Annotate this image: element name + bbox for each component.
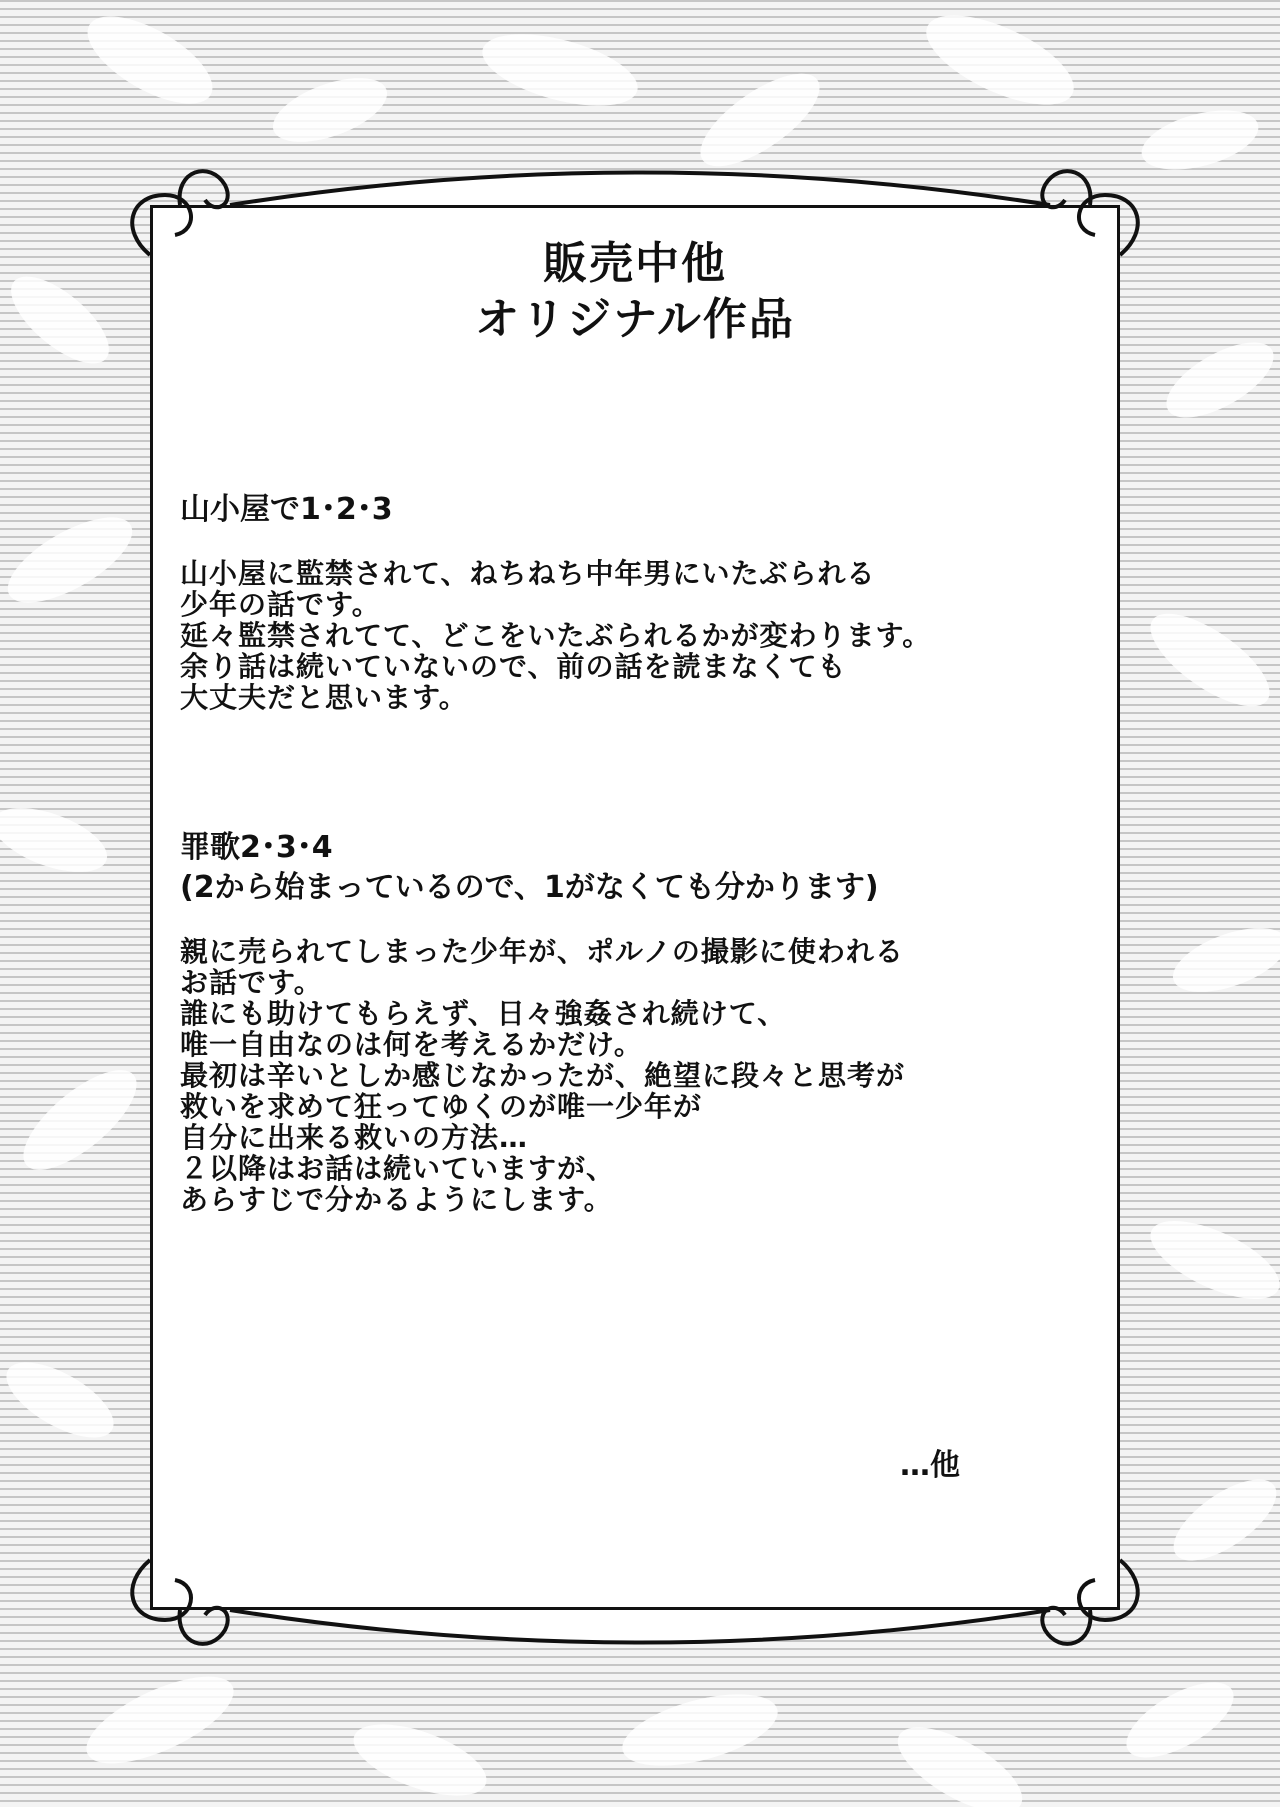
description-line: 誰にも助けてもらえず、日々強姦され続けて、 [180, 997, 787, 1030]
ending-note: …他 [900, 1448, 960, 1483]
description-line: 最初は辛いとしか感じなかったが、絶望に段々と思考が [180, 1059, 906, 1092]
description-line: 救いを求めて狂ってゆくのが唯一少年が [180, 1090, 703, 1123]
description-line: 自分に出来る救いの方法… [180, 1121, 529, 1154]
description-line: お話です。 [180, 966, 323, 999]
description-line: 延々監禁されてて、どこをいたぶられるかが変わります。 [180, 619, 932, 652]
description-line: 唯一自由なのは何を考えるかだけ。 [180, 1028, 643, 1061]
page-subtitle: オリジナル作品 [475, 294, 795, 345]
description-line: 親に売られてしまった少年が、ポルノの撮影に使われる [180, 935, 904, 968]
page-title: 販売中他 [543, 238, 727, 289]
work-section-1 [180, 490, 1080, 713]
description-line: ２以降はお話は続いていますが、 [180, 1152, 616, 1185]
work-note: (2から始まっているので、1がなくても分かります) [180, 870, 879, 905]
description-line: 余り話は続いていないので、前の話を読まなくても [180, 650, 847, 683]
work-title: 山小屋で1･2･3 [180, 492, 393, 527]
description-line: 少年の話です。 [180, 588, 381, 621]
description-line: 大丈夫だと思います。 [180, 681, 468, 714]
work-title: 罪歌2･3･4 [180, 830, 333, 865]
work-section-2 [180, 828, 1080, 1215]
description-line: あらすじで分かるようにします。 [180, 1183, 613, 1216]
description-line: 山小屋に監禁されて、ねちねち中年男にいたぶられる [180, 557, 876, 590]
